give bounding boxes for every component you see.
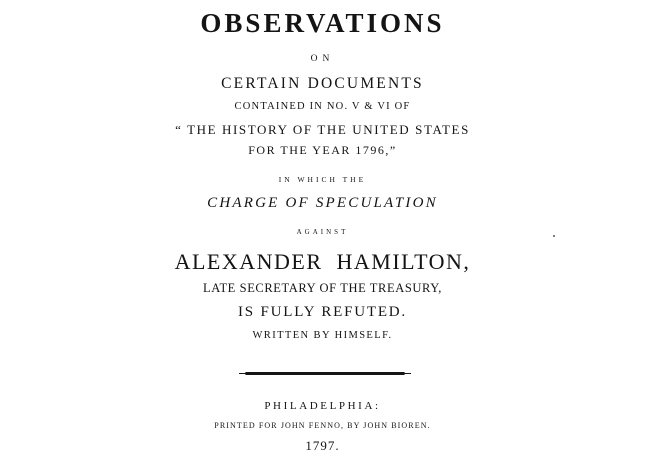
imprint-city: PHILADELPHIA:: [264, 400, 381, 412]
main-title: OBSERVATIONS: [200, 8, 445, 38]
subject-line: CERTAIN DOCUMENTS: [221, 75, 424, 92]
author-position: LATE SECRETARY OF THE TREASURY,: [202, 281, 443, 295]
history-year-line: FOR THE YEAR 1796,”: [248, 143, 397, 157]
in-which-line: IN WHICH THE: [278, 175, 367, 184]
decorative-rule: [245, 372, 405, 375]
charge-line: CHARGE OF SPECULATION: [207, 195, 438, 211]
imprint-year: 1797.: [305, 438, 340, 453]
against-line: AGAINST: [296, 228, 349, 236]
author-name: ALEXANDER HAMILTON,: [174, 249, 471, 274]
connector-on: ON: [310, 54, 335, 64]
contained-line: CONTAINED IN NO. V & VI OF: [234, 101, 411, 112]
refuted-line: IS FULLY REFUTED.: [238, 304, 407, 320]
imprint-printer: PRINTED FOR JOHN FENNO, BY JOHN BIOREN.: [214, 421, 431, 430]
written-by-line: WRITTEN BY HIMSELF.: [252, 330, 393, 341]
paper-speck: [553, 235, 555, 237]
history-title-line: “ THE HISTORY OF THE UNITED STATES: [175, 122, 470, 137]
